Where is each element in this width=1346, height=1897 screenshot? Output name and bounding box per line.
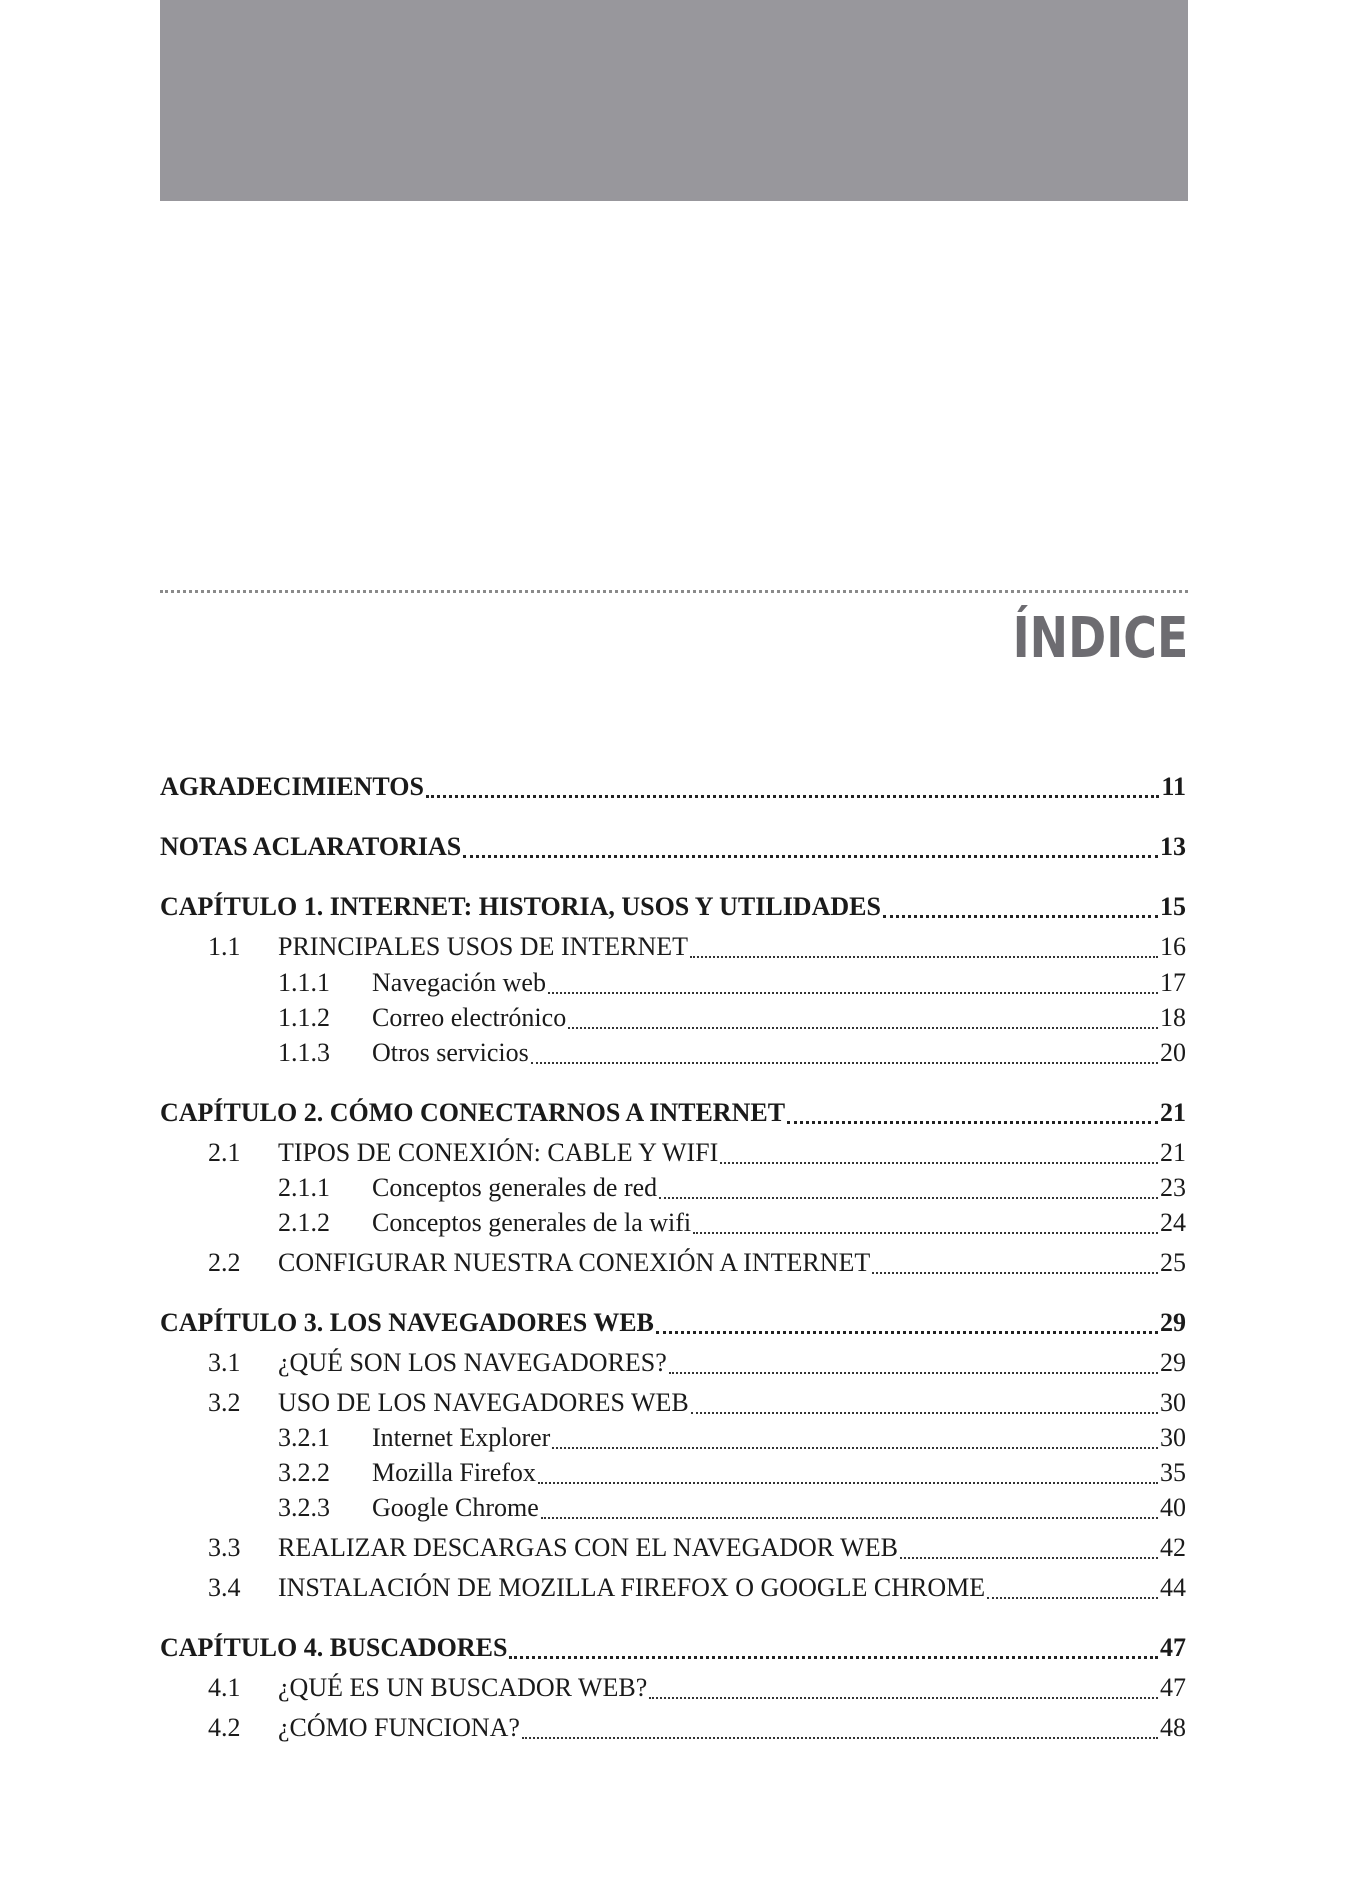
- toc-entry-page: 48: [1160, 1713, 1186, 1742]
- toc-entry-number: 3.3: [208, 1533, 241, 1562]
- toc-dot-leader: [656, 1331, 1158, 1334]
- toc-entry-title: USO DE LOS NAVEGADORES WEB: [278, 1388, 689, 1417]
- toc-chapter-entry[interactable]: [160, 1631, 1186, 1665]
- toc-dot-leader: [568, 1027, 1158, 1029]
- toc-entry-title: NOTAS ACLARATORIAS: [160, 832, 462, 861]
- toc-entry-page: 35: [1160, 1458, 1186, 1487]
- toc-entry-title: ¿QUÉ ES UN BUSCADOR WEB?: [278, 1673, 648, 1702]
- toc-entry[interactable]: [160, 1246, 1186, 1280]
- toc-dot-leader: [900, 1557, 1158, 1559]
- toc-dot-leader: [690, 956, 1158, 958]
- toc-entry-title: CAPÍTULO 3. LOS NAVEGADORES WEB: [160, 1308, 654, 1337]
- toc-entry-title: CAPÍTULO 1. INTERNET: HISTORIA, USOS Y UTILIDADES: [160, 892, 881, 921]
- toc-chapter-entry[interactable]: [160, 770, 1186, 804]
- toc-entry-page: 21: [1160, 1138, 1186, 1167]
- toc-dot-leader: [509, 1656, 1158, 1659]
- toc-dot-leader: [691, 1412, 1158, 1414]
- toc-entry-title: Conceptos generales de red: [372, 1173, 658, 1202]
- toc-entry-page: 42: [1160, 1533, 1186, 1562]
- toc-chapter-entry[interactable]: [160, 1096, 1186, 1130]
- toc-entry-number: 2.1.1: [278, 1173, 330, 1202]
- toc-entry-title: ¿QUÉ SON LOS NAVEGADORES?: [278, 1348, 667, 1377]
- toc-entry-number: 4.1: [208, 1673, 241, 1702]
- toc-entry-page: 25: [1160, 1248, 1186, 1277]
- toc-entry[interactable]: [160, 1001, 1186, 1035]
- toc-entry[interactable]: [160, 1206, 1186, 1240]
- toc-entry-page: 30: [1160, 1423, 1186, 1452]
- toc-entry-page: 40: [1160, 1493, 1186, 1522]
- toc-dot-leader: [538, 1482, 1158, 1484]
- toc-entry-number: 2.2: [208, 1248, 241, 1277]
- toc-chapter-entry[interactable]: [160, 830, 1186, 864]
- toc-entry-title: Conceptos generales de la wifi: [372, 1208, 692, 1237]
- toc-entry[interactable]: [160, 1171, 1186, 1205]
- toc-entry-title: Google Chrome: [372, 1493, 539, 1522]
- toc-entry[interactable]: [160, 1571, 1186, 1605]
- toc-entry[interactable]: [160, 1711, 1186, 1745]
- toc-dot-leader: [659, 1197, 1158, 1199]
- toc-dot-leader: [872, 1272, 1158, 1274]
- toc-entry-number: 3.2.2: [278, 1458, 330, 1487]
- toc-entry-title: Otros servicios: [372, 1038, 529, 1067]
- page-title: ÍNDICE: [1012, 606, 1188, 671]
- toc-entry-number: 1.1: [208, 932, 241, 961]
- toc-entry-title: CONFIGURAR NUESTRA CONEXIÓN A INTERNET: [278, 1248, 871, 1277]
- toc-entry-number: 1.1.2: [278, 1003, 330, 1032]
- toc-entry-title: REALIZAR DESCARGAS CON EL NAVEGADOR WEB: [278, 1533, 898, 1562]
- toc-entry-title: CAPÍTULO 4. BUSCADORES: [160, 1633, 508, 1662]
- toc-entry-title: INSTALACIÓN DE MOZILLA FIREFOX O GOOGLE CHROME: [278, 1573, 986, 1602]
- toc-dot-leader: [649, 1697, 1158, 1699]
- toc-entry-number: 1.1.3: [278, 1038, 330, 1067]
- toc-entry-number: 3.1: [208, 1348, 241, 1377]
- toc-entry-number: 3.2.3: [278, 1493, 330, 1522]
- toc-dot-leader: [669, 1372, 1158, 1374]
- toc-entry-title: Navegación web: [372, 968, 546, 997]
- toc-dot-leader: [720, 1162, 1158, 1164]
- toc-dot-leader: [693, 1232, 1158, 1234]
- toc-entry-page: 17: [1160, 968, 1186, 997]
- toc-dot-leader: [531, 1062, 1158, 1064]
- toc-dot-leader: [548, 992, 1158, 994]
- toc-entry-page: 16: [1160, 932, 1186, 961]
- toc-entry[interactable]: [160, 1346, 1186, 1380]
- toc-entry-page: 11: [1161, 772, 1186, 801]
- toc-entry-page: 47: [1160, 1633, 1186, 1662]
- toc-entry-number: 1.1.1: [278, 968, 330, 997]
- toc-entry-page: 18: [1160, 1003, 1186, 1032]
- toc-entry-number: 3.2: [208, 1388, 241, 1417]
- toc-entry[interactable]: [160, 1531, 1186, 1565]
- toc-entry-title: Internet Explorer: [372, 1423, 551, 1452]
- toc-entry-page: 23: [1160, 1173, 1186, 1202]
- toc-entry[interactable]: [160, 1671, 1186, 1705]
- header-band: [160, 0, 1188, 201]
- toc-entry[interactable]: [160, 1456, 1186, 1490]
- toc-entry[interactable]: [160, 1036, 1186, 1070]
- toc-entry-title: CAPÍTULO 2. CÓMO CONECTARNOS A INTERNET: [160, 1098, 786, 1127]
- toc-entry-title: AGRADECIMIENTOS: [160, 772, 424, 801]
- toc-dot-leader: [552, 1447, 1158, 1449]
- toc-entry[interactable]: [160, 930, 1186, 964]
- toc-entry-number: 3.2.1: [278, 1423, 330, 1452]
- toc-entry-page: 13: [1160, 832, 1186, 861]
- toc-entry-page: 20: [1160, 1038, 1186, 1067]
- toc-entry-page: 29: [1160, 1348, 1186, 1377]
- toc-entry[interactable]: [160, 1421, 1186, 1455]
- toc-entry-number: 4.2: [208, 1713, 241, 1742]
- toc-entry[interactable]: [160, 1136, 1186, 1170]
- toc-entry-title: Mozilla Firefox: [372, 1458, 536, 1487]
- toc-entry-title: TIPOS DE CONEXIÓN: CABLE Y WIFI: [278, 1138, 719, 1167]
- toc-entry-title: PRINCIPALES USOS DE INTERNET: [278, 932, 689, 961]
- toc-entry-title: ¿CÓMO FUNCIONA?: [278, 1713, 520, 1742]
- toc-dot-leader: [541, 1517, 1158, 1519]
- toc-dot-leader: [522, 1737, 1158, 1739]
- toc-entry-title: Correo electrónico: [372, 1003, 567, 1032]
- toc-dot-leader: [463, 855, 1158, 858]
- toc-entry[interactable]: [160, 1491, 1186, 1525]
- toc-chapter-entry[interactable]: [160, 890, 1186, 924]
- toc-chapter-entry[interactable]: [160, 1306, 1186, 1340]
- toc-entry-number: 2.1.2: [278, 1208, 330, 1237]
- toc-entry-number: 2.1: [208, 1138, 241, 1167]
- toc-entry-page: 29: [1160, 1308, 1186, 1337]
- toc-entry[interactable]: [160, 966, 1186, 1000]
- toc-entry-page: 24: [1160, 1208, 1186, 1237]
- toc-entry[interactable]: [160, 1386, 1186, 1420]
- toc-dot-leader: [883, 915, 1158, 918]
- toc-entry-page: 44: [1160, 1573, 1186, 1602]
- toc-dot-leader: [787, 1121, 1158, 1124]
- dotted-divider: [160, 590, 1188, 593]
- toc-entry-page: 21: [1160, 1098, 1186, 1127]
- toc-entry-page: 15: [1160, 892, 1186, 921]
- toc-dot-leader: [987, 1597, 1158, 1599]
- toc-entry-page: 47: [1160, 1673, 1186, 1702]
- toc-dot-leader: [426, 795, 1160, 798]
- toc-entry-page: 30: [1160, 1388, 1186, 1417]
- toc-entry-number: 3.4: [208, 1573, 241, 1602]
